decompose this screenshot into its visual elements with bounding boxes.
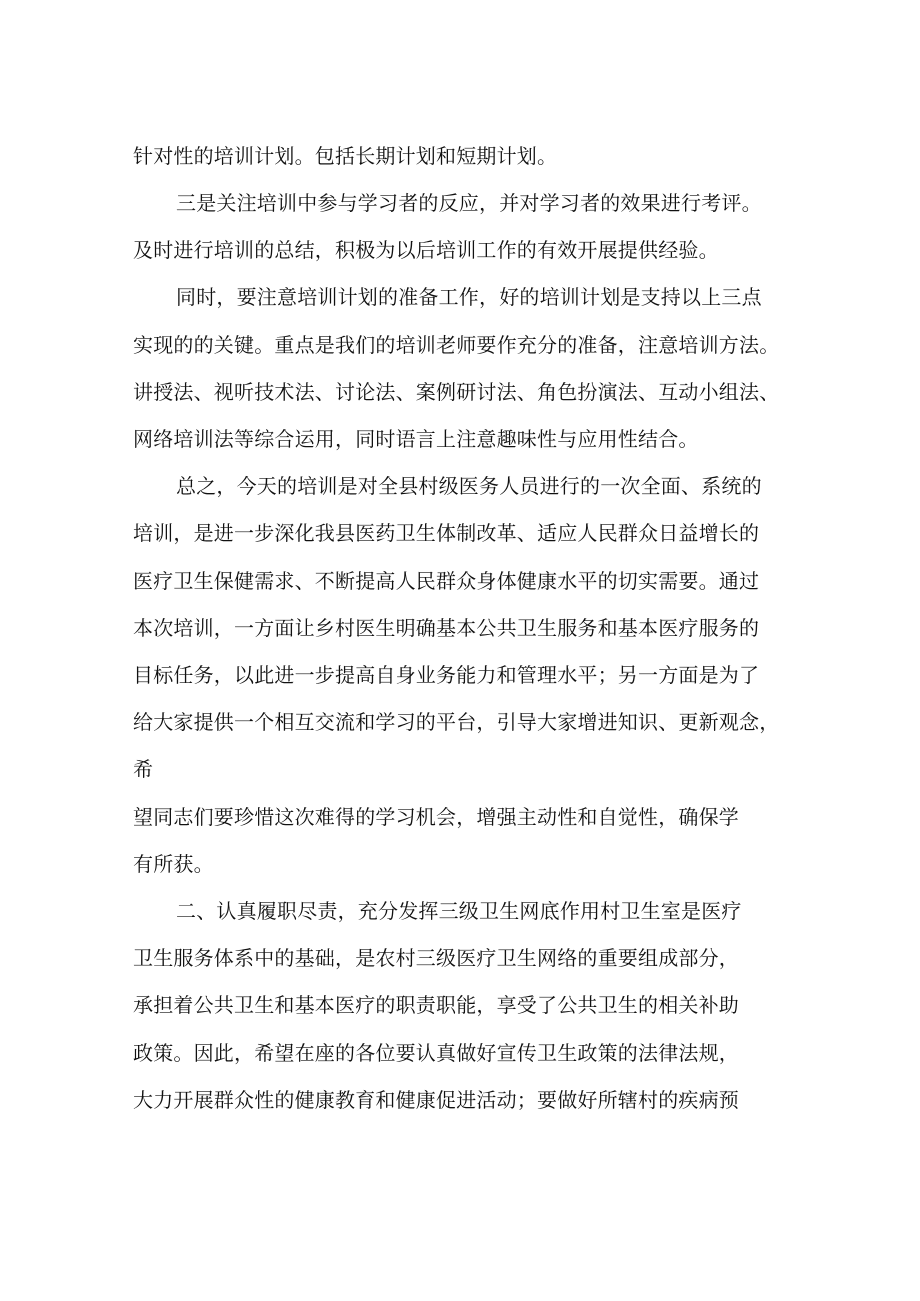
text-line: 及时进行培训的总结，积极为以后培训工作的有效开展提供经验。 bbox=[133, 238, 719, 262]
text-line: 有所获。 bbox=[133, 852, 214, 876]
text-line: 实现的的关键。重点是我们的培训老师要作充分的准备，注意培训方法。 bbox=[133, 333, 780, 357]
text-line: 二、认真履职尽责，充分发挥三级卫生网底作用村卫生室是医疗 bbox=[176, 899, 742, 923]
text-line: 希 bbox=[133, 757, 154, 781]
text-line: 同时，要注意培训计划的准备工作，好的培训计划是支持以上三点 bbox=[176, 285, 762, 309]
text-line: 承担着公共卫生和基本医疗的职责职能，享受了公共卫生的相关补助 bbox=[133, 993, 739, 1017]
text-line: 给大家提供一个相互交流和学习的平台，引导大家增进知识、更新观念， bbox=[133, 710, 780, 734]
text-line: 总之，今天的培训是对全县村级医务人员进行的一次全面、系统的 bbox=[176, 474, 762, 498]
text-line: 医疗卫生保健需求、不断提高人民群众身体健康水平的切实需要。通过 bbox=[133, 569, 760, 593]
text-line: 本次培训，一方面让乡村医生明确基本公共卫生服务和基本医疗服务的 bbox=[133, 616, 760, 640]
text-line: 望同志们要珍惜这次难得的学习机会，增强主动性和自觉性，确保学 bbox=[133, 805, 739, 829]
text-line: 政策。因此，希望在座的各位要认真做好宣传卫生政策的法律法规， bbox=[133, 1041, 739, 1065]
text-line: 网络培训法等综合运用，同时语言上注意趣味性与应用性结合。 bbox=[133, 427, 699, 451]
text-line: 卫生服务体系中的基础，是农村三级医疗卫生网络的重要组成部分， bbox=[133, 946, 739, 970]
text-line: 讲授法、视听技术法、讨论法、案例研讨法、角色扮演法、互动小组法、 bbox=[133, 380, 780, 404]
text-line: 目标任务，以此进一步提高自身业务能力和管理水平；另一方面是为了 bbox=[133, 663, 760, 687]
text-line: 针对性的培训计划。包括长期计划和短期计划。 bbox=[133, 144, 558, 168]
text-line: 三是关注培训中参与学习者的反应，并对学习者的效果进行考评。 bbox=[176, 191, 762, 215]
text-line: 培训，是进一步深化我县医药卫生体制改革、适应人民群众日益增长的 bbox=[133, 521, 760, 545]
text-line: 大力开展群众性的健康教育和健康促进活动；要做好所辖村的疾病预 bbox=[133, 1088, 739, 1112]
